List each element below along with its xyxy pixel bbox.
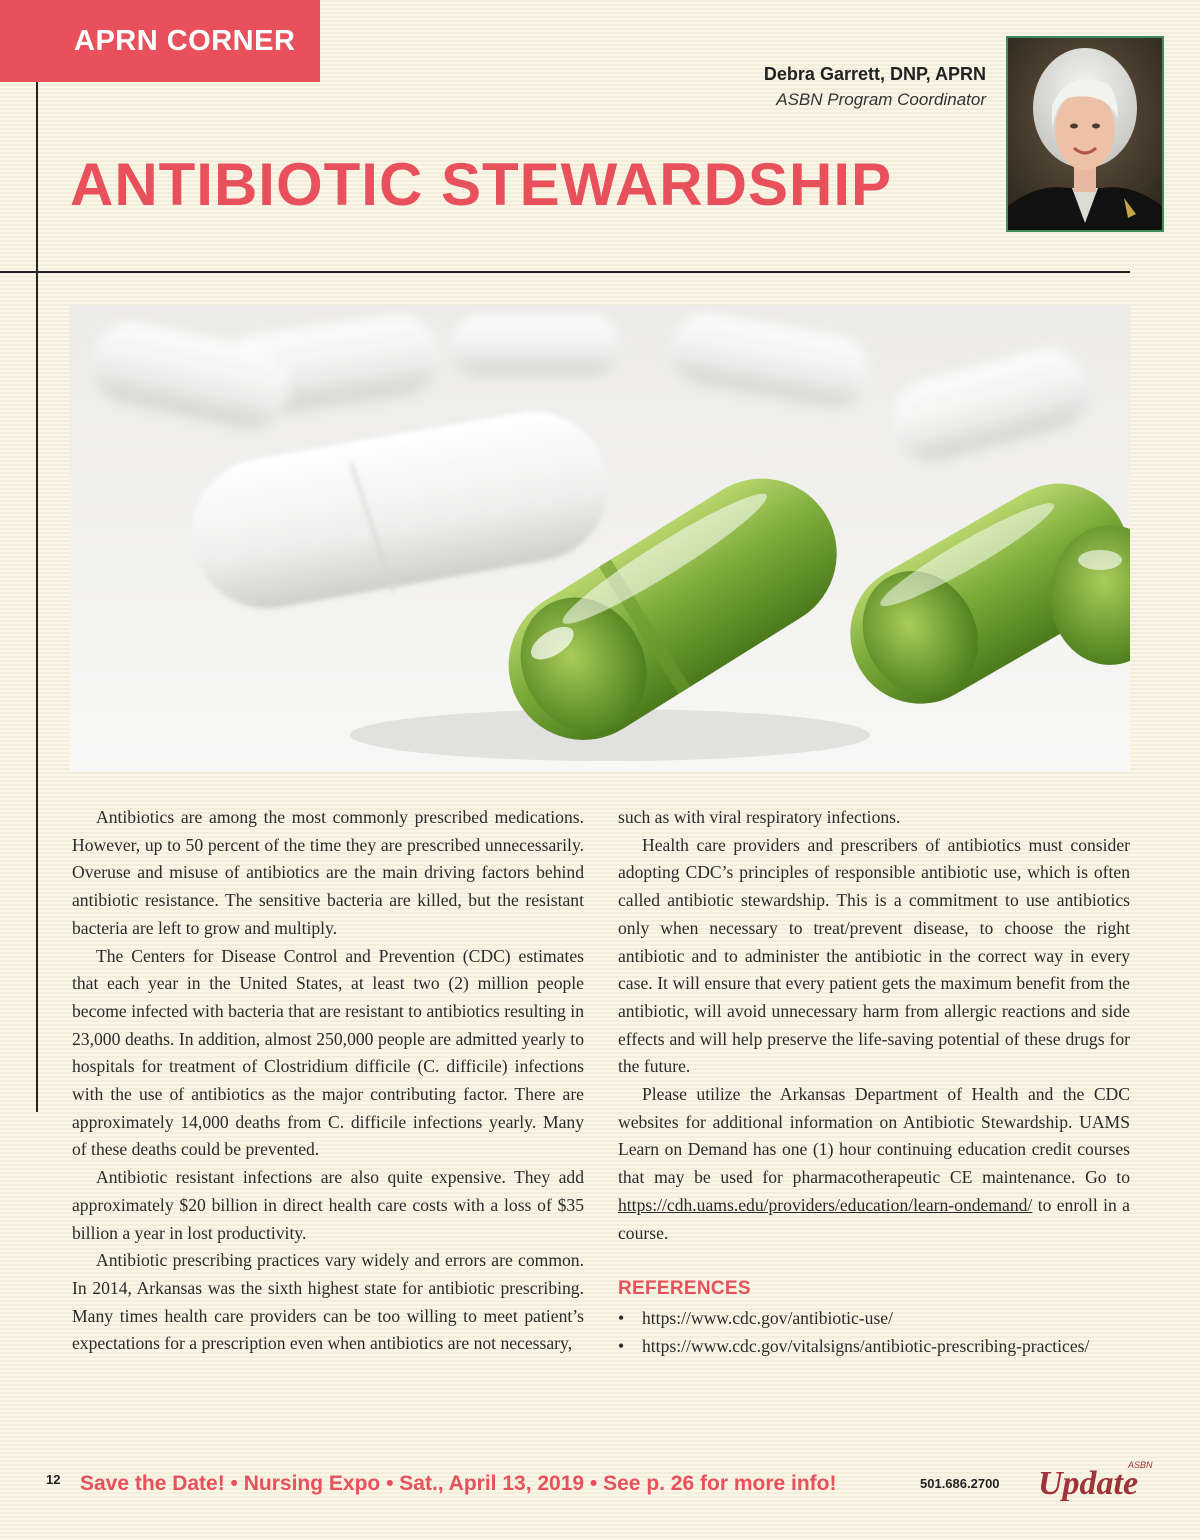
horizontal-rule [0,271,1130,273]
section-label: APRN CORNER [74,24,296,57]
page-footer [0,1460,1200,1512]
references-list [618,1305,1130,1360]
logo-small-text: ASBN [1128,1460,1153,1470]
phone-number: 501.686.2700 [920,1476,1000,1491]
references-heading: REFERENCES [618,1278,751,1300]
reference-link[interactable]: https://www.cdc.gov/vitalsigns/antibiotic-prescribing-practices/ [642,1335,1090,1356]
paragraph: such as with viral respiratory infections. [618,807,901,827]
asbn-update-logo [1036,1458,1166,1502]
paragraph-text: to enroll in a course. [618,1194,1130,1243]
vertical-rule [36,82,38,1112]
page-number: 12 [46,1472,61,1487]
section-tab [0,0,320,82]
article-column-right [618,804,1130,1360]
paragraph-text: Please utilize the Arkansas Department of Health and the CDC websites for additional information on Antibiotic Stewardship. UAMS Learn on Demand has one (1) hour continuing education credit courses that may be used for pharmacotherapeutic CE maintenance. Go to [618,1084,1130,1188]
author-name: Debra Garrett, DNP, APRN [763,64,986,84]
logo-main-text: Update [1038,1465,1139,1502]
article-column-left [72,804,584,1358]
paragraph: Antibiotic resistant infections are also quite expensive. They add approximately $20 billion in direct health care costs with a loss of $35 billion a year in lost productivity. [72,1167,584,1243]
article-title: ANTIBIOTIC STEWARDSHIP [70,151,893,218]
learn-on-demand-link[interactable]: https://cdh.uams.edu/providers/education/learn-ondemand/ [618,1194,1033,1215]
author-role: ASBN Program Coordinator [776,90,986,109]
hero-image-capsules [70,305,1130,771]
paragraph: Health care providers and prescribers of antibiotics must consider adopting CDC’s principles of responsible antibiotic use, which is often called antibiotic stewardship. This is a commitment to use antibiotics only when necessary to treat/prevent disease, to choose the right antibiotic and to administer the antibiotic in the correct way in every case. It will ensure that every patient gets the maximum benefit from the antibiotic, will avoid unnecessary harm from allergic reactions and side effects and will help preserve the life-saving potential of these drugs for the future. [618,834,1130,1077]
paragraph: Antibiotic prescribing practices vary widely and errors are common. In 2014, Arkansas was the sixth highest state for antibiotic prescribing. Many times health care providers can be too willing to meet patient’s expectations for a prescription even when antibiotics are not necessary, [72,1250,584,1354]
reference-item[interactable] [618,1333,1130,1361]
reference-link[interactable]: https://www.cdc.gov/antibiotic-use/ [642,1307,893,1328]
author-photo [1006,36,1164,232]
author-byline [764,64,986,110]
footer-banner: Save the Date! • Nursing Expo • Sat., April 13, 2019 • See p. 26 for more info! [80,1472,837,1495]
reference-item[interactable] [618,1305,1130,1333]
paragraph: Antibiotics are among the most commonly prescribed medications. However, up to 50 percent of the time they are prescribed unnecessarily. Overuse and misuse of antibiotics are the main driving factors behind antibiotic resistance. The sensitive bacteria are killed, but the resistant bacteria are left to grow and multiply. [72,807,584,938]
paragraph: The Centers for Disease Control and Prevention (CDC) estimates that each year in the United States, at least two (2) million people become infected with bacteria that are resistant to antibiotics resulting in 23,000 deaths. In addition, almost 250,000 people are admitted yearly to hospitals for treatment of Clostridium difficile (C. difficile) infections with the use of antibiotics as the major contributing factor. There are approximately 14,000 deaths from C. difficile infections yearly. Many of these deaths could be prevented. [72,945,584,1160]
paragraph [618,1081,1130,1247]
